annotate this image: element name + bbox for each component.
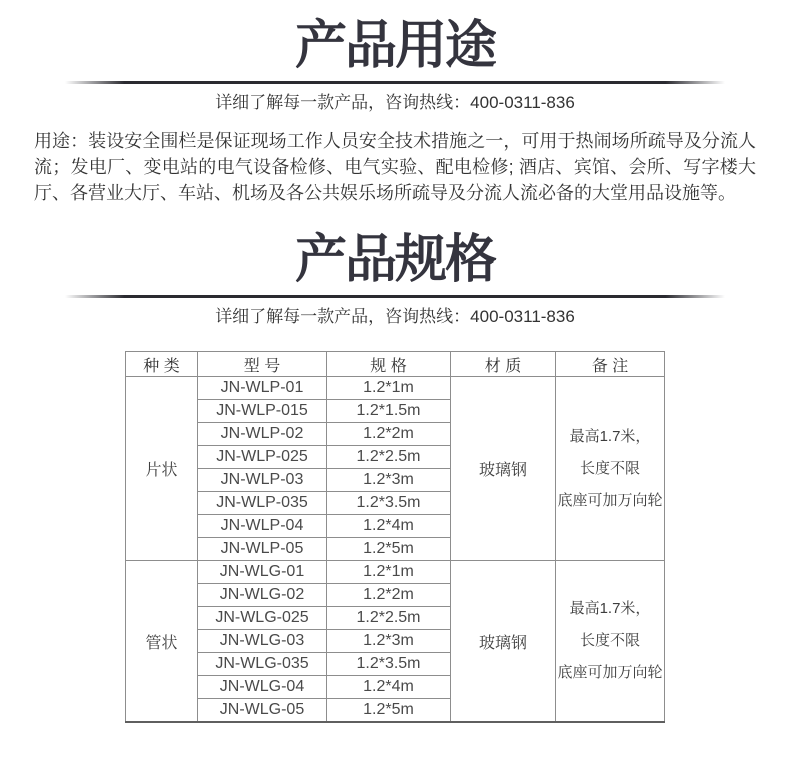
spec-cell: 1.2*3m	[327, 630, 451, 653]
model-cell: JN-WLP-03	[198, 469, 327, 492]
model-cell: JN-WLG-05	[198, 699, 327, 723]
remark-line: 底座可加万向轮	[557, 491, 663, 509]
model-cell: JN-WLG-025	[198, 607, 327, 630]
table-row	[126, 377, 665, 400]
spec-cell: 1.2*1m	[327, 561, 451, 584]
remark-cell	[556, 377, 665, 561]
model-cell: JN-WLP-02	[198, 423, 327, 446]
spec-cell: 1.2*5m	[327, 538, 451, 561]
column-header: 型 号	[198, 352, 327, 377]
column-header: 规 格	[327, 352, 451, 377]
model-cell: JN-WLG-03	[198, 630, 327, 653]
remark-line: 底座可加万向轮	[557, 664, 663, 681]
page-title-usage: 产品用途	[294, 17, 495, 75]
spec-cell: 1.2*4m	[327, 676, 451, 699]
type-cell: 片状	[126, 377, 198, 561]
spec-cell: 1.2*5m	[327, 699, 451, 723]
spec-table-body	[126, 377, 665, 723]
model-cell: JN-WLP-025	[198, 446, 327, 469]
model-cell: JN-WLP-05	[198, 538, 327, 561]
column-header: 种 类	[126, 352, 198, 377]
type-cell: 管状	[126, 561, 198, 723]
model-cell: JN-WLP-01	[198, 377, 327, 400]
model-cell: JN-WLG-01	[198, 561, 327, 584]
section-usage	[0, 0, 790, 206]
column-header: 材 质	[451, 352, 556, 377]
spec-cell: 1.2*3.5m	[327, 653, 451, 676]
model-cell: JN-WLG-035	[198, 653, 327, 676]
model-cell: JN-WLP-035	[198, 492, 327, 515]
model-cell: JN-WLP-04	[198, 515, 327, 538]
remark-line: 最高1.7米，	[569, 427, 651, 445]
spec-cell: 1.2*2m	[327, 423, 451, 446]
spec-table	[125, 351, 665, 723]
column-header: 备 注	[556, 352, 665, 377]
page-title-specs: 产品规格	[294, 231, 495, 289]
spec-cell: 1.2*1.5m	[327, 400, 451, 423]
spec-cell: 1.2*2.5m	[327, 607, 451, 630]
remark-cell	[556, 561, 665, 723]
usage-paragraph: 用途：装设安全围栏是保证现场工作人员安全技术措施之一，可用于热闹场所疏导及分流人流；发电厂、变电站的电气设备检修、电气实验、配电检修; 酒店、宾馆、会所、写字楼大厅、各营业大厅、车站、机场及各公共娱乐场所疏导及分流人流必备的大堂用品设施等。	[34, 131, 756, 203]
title-divider-line	[65, 81, 725, 84]
remark-line: 长度不限	[579, 632, 640, 649]
spec-cell: 1.2*3m	[327, 469, 451, 492]
table-row	[126, 561, 665, 584]
model-cell: JN-WLG-02	[198, 584, 327, 607]
hotline-subtitle-2: 详细了解每一款产品，咨询热线：400-0311-836	[215, 307, 575, 326]
remark-line: 最高1.7米，	[569, 600, 651, 617]
material-cell: 玻璃钢	[451, 377, 556, 561]
model-cell: JN-WLG-04	[198, 676, 327, 699]
spec-cell: 1.2*1m	[327, 377, 451, 400]
spec-table-head-row	[126, 352, 665, 377]
material-cell: 玻璃钢	[451, 561, 556, 723]
title-divider-line-2	[65, 295, 725, 298]
hotline-subtitle: 详细了解每一款产品，咨询热线：400-0311-836	[215, 93, 575, 112]
remark-line: 长度不限	[579, 459, 640, 477]
spec-cell: 1.2*4m	[327, 515, 451, 538]
spec-cell: 1.2*3.5m	[327, 492, 451, 515]
model-cell: JN-WLP-015	[198, 400, 327, 423]
section-specs	[0, 206, 790, 723]
spec-cell: 1.2*2.5m	[327, 446, 451, 469]
spec-table-head	[126, 352, 665, 377]
spec-cell: 1.2*2m	[327, 584, 451, 607]
